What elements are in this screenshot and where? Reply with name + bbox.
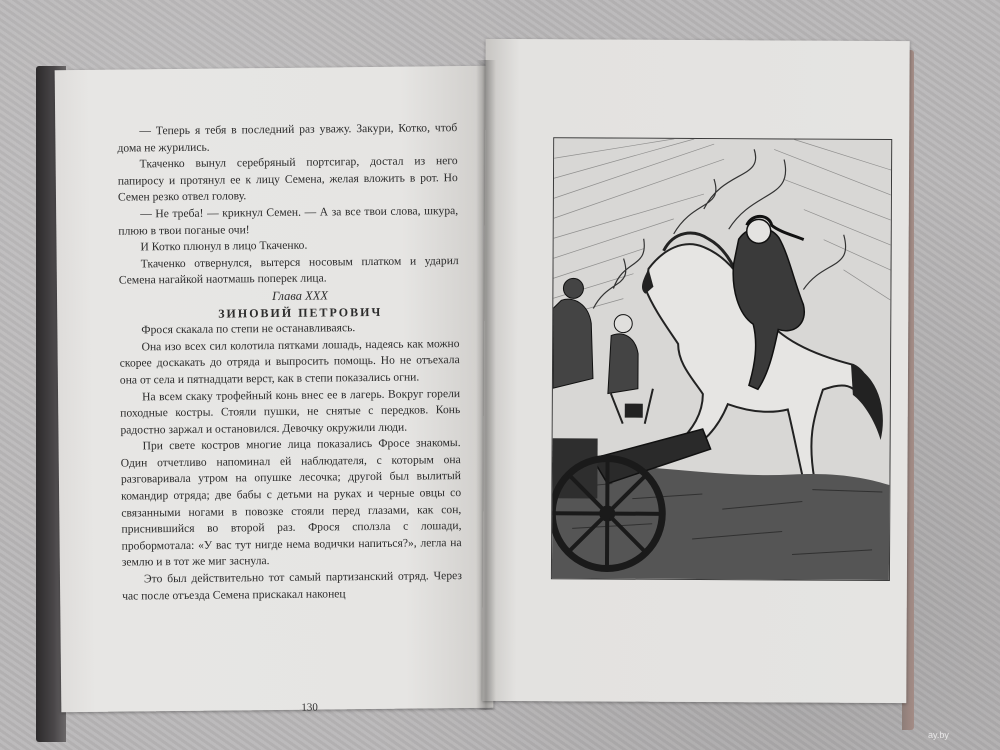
- illustration-drawing: [552, 138, 891, 580]
- chapter-label: Глава XXX: [271, 288, 329, 303]
- paragraph: Она изо всех сил колотила пятками лошадь, надеясь как можно скорее доскакать до отряда и выпросить помощь. Но не отъехала она от села и пятнадцати верст, как в степи показались огни.: [119, 336, 460, 387]
- left-page-text: [117, 120, 462, 605]
- paragraph: При свете костров многие лица показались Фросе знакомы. Один отчетливо напоминал ей наблюдателя, с которым она разговаривала утром на опушке лесочка; другой был вылитый командир отряда; две бабы с детьми на руках и черные овцы со связанными ногами в повозке стояли перед глазами, как сон, приснившийся во второй раз. Фрося сползла с лошади, пробормотала: «У вас тут нигде нема водички напиться?», легла на землю и в тот же миг заснула.: [120, 436, 462, 570]
- page-number: 130: [301, 701, 318, 714]
- paragraph: — Не треба! — крикнул Семен. — А за все твои слова, шкура, плюю в твои поганые очи!: [118, 204, 459, 238]
- chapter-title: ЗИНОВИЙ ПЕТРОВИЧ: [218, 304, 383, 321]
- left-page: [55, 66, 494, 712]
- book-gutter: [476, 60, 496, 710]
- paragraph: — Теперь я тебя в последний раз уважу. Закури, Котко, чтоб дома не журились.: [117, 121, 458, 155]
- paragraph: Ткаченко отвернулся, вытерся носовым платком и ударил Семена нагайкой наотмашь поперек лица.: [118, 253, 459, 287]
- paragraph: На всем скаку трофейный конь внес ее в лагерь. Вокруг горели походные костры. Стояли пушки, не снятые с передков. Конь радостно заржал и остановился. Девочку окружили люди.: [120, 386, 461, 437]
- horse-rider-cannon-illustration: [551, 137, 892, 581]
- paragraph: Это был действительно тот самый партизанский отряд. Через час после отъезда Семена прискакал наконец: [122, 569, 463, 603]
- open-book: [36, 40, 916, 714]
- paragraph: И Котко плюнул в лицо Ткаченко.: [140, 238, 308, 254]
- watermark: ay.by: [928, 730, 949, 740]
- right-page: [482, 39, 909, 703]
- paragraph: Ткаченко вынул серебряный портсигар, достал из него папиросу и протянул ее к лицу Семена, желая вложить в рот. Но Семен резко отвел голову.: [117, 154, 458, 204]
- paragraph: Фрося скакала по степи не останавливаясь.: [141, 321, 356, 337]
